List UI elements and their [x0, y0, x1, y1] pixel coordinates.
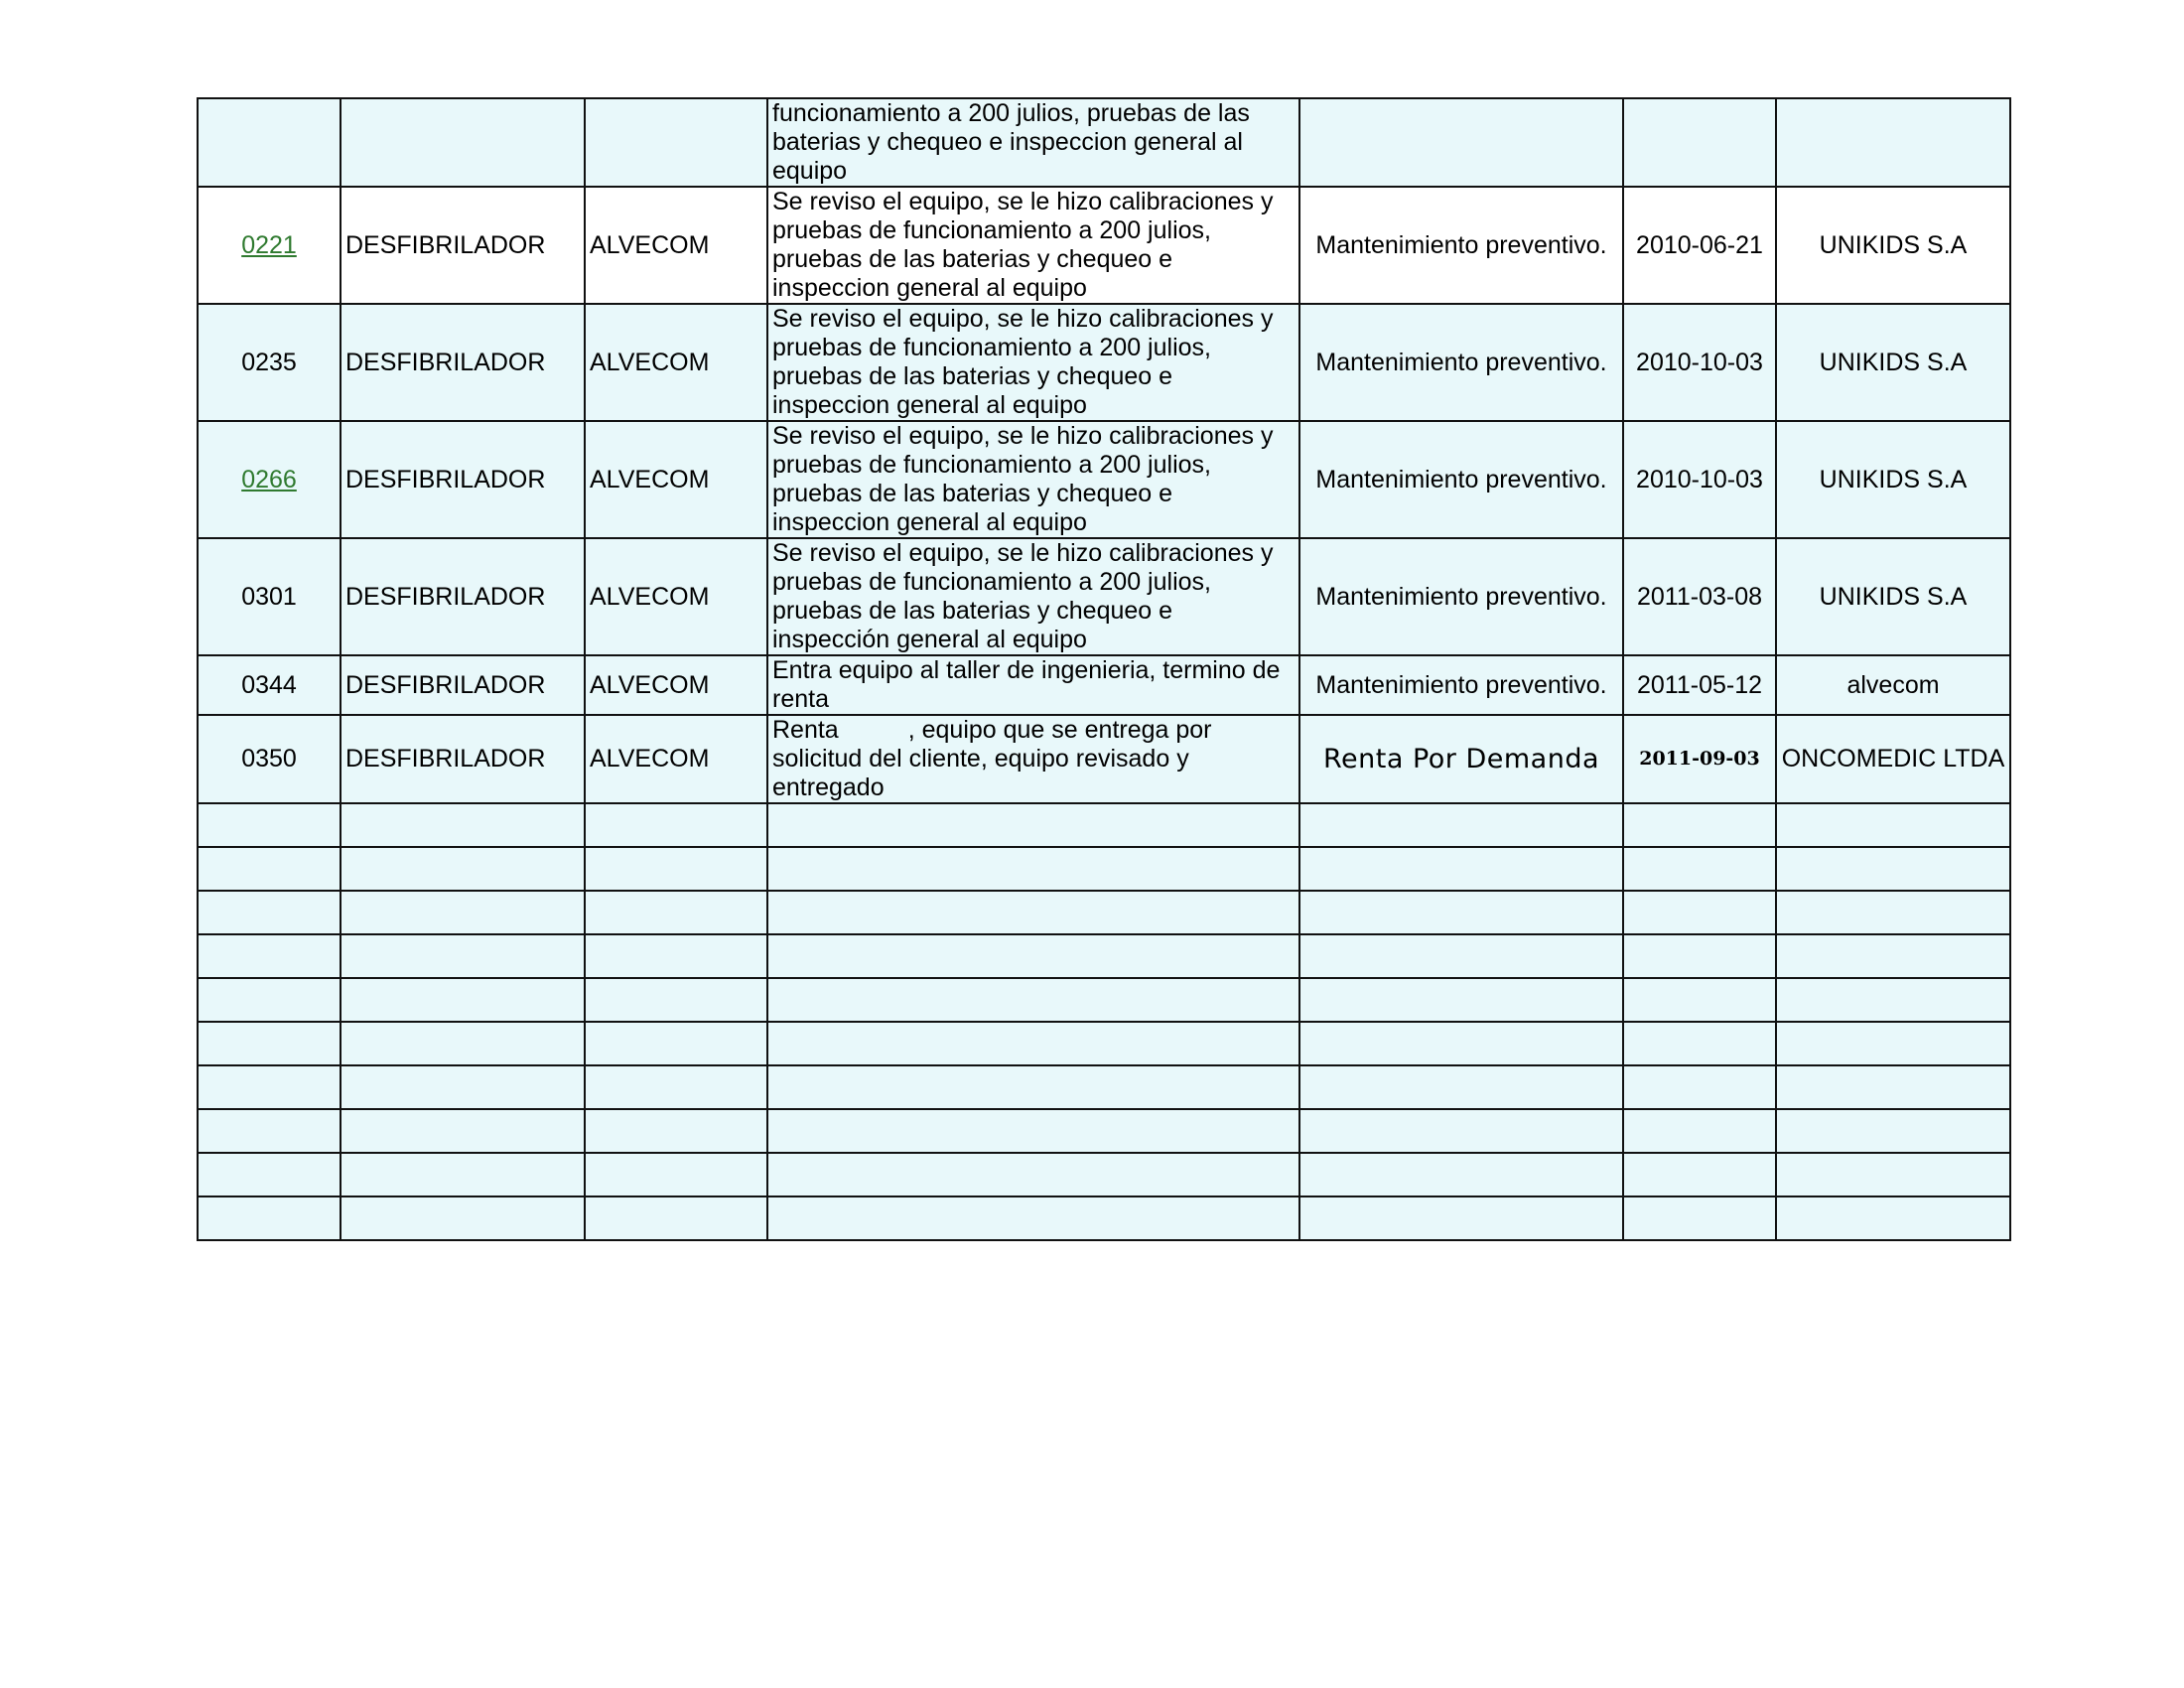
description-cell: Se reviso el equipo, se le hizo calibraciones y pruebas de funcionamiento a 200 julios, pruebas de las baterias y chequeo e inspección general al equipo — [767, 538, 1299, 655]
empty-cell — [1776, 1065, 2010, 1109]
description-cell: Se reviso el equipo, se le hizo calibraciones y pruebas de funcionamiento a 200 julios, pruebas de las baterias y chequeo e inspeccion general al equipo — [767, 187, 1299, 304]
brand-cell: ALVECOM — [585, 304, 767, 421]
empty-cell — [1623, 803, 1776, 847]
equipment-cell: DESFIBRILADOR — [341, 421, 585, 538]
table-row — [198, 538, 2010, 655]
empty-row — [198, 1065, 2010, 1109]
empty-row — [198, 1109, 2010, 1153]
date-cell: 2010-10-03 — [1623, 421, 1776, 538]
equipment-cell: DESFIBRILADOR — [341, 655, 585, 715]
empty-cell — [767, 803, 1299, 847]
empty-cell — [1623, 1065, 1776, 1109]
service-type-cell: Mantenimiento preventivo. — [1299, 187, 1623, 304]
table-row — [198, 98, 2010, 187]
empty-cell — [198, 978, 341, 1022]
empty-cell — [198, 1065, 341, 1109]
empty-cell — [1776, 847, 2010, 891]
empty-cell — [585, 1153, 767, 1196]
service-type-cell: Renta Por Demanda — [1299, 715, 1623, 803]
empty-cell — [1776, 1153, 2010, 1196]
client-cell: UNIKIDS S.A — [1776, 304, 2010, 421]
record-id-cell: 0235 — [198, 304, 341, 421]
empty-row — [198, 803, 2010, 847]
empty-cell — [767, 891, 1299, 934]
empty-cell — [198, 847, 341, 891]
date-cell: 2010-10-03 — [1623, 304, 1776, 421]
description-cell: funcionamiento a 200 julios, pruebas de las baterias y chequeo e inspeccion general al equipo — [767, 98, 1299, 187]
empty-cell — [1776, 891, 2010, 934]
empty-cell — [1299, 803, 1623, 847]
equipment-cell: DESFIBRILADOR — [341, 304, 585, 421]
empty-cell — [767, 1196, 1299, 1240]
empty-cell — [767, 1153, 1299, 1196]
empty-row — [198, 934, 2010, 978]
empty-cell — [1623, 1022, 1776, 1065]
description-cell: Entra equipo al taller de ingenieria, termino de renta — [767, 655, 1299, 715]
empty-cell — [1623, 978, 1776, 1022]
empty-cell — [1299, 1153, 1623, 1196]
empty-cell — [585, 847, 767, 891]
empty-cell — [1299, 1065, 1623, 1109]
empty-row — [198, 1153, 2010, 1196]
empty-cell — [767, 978, 1299, 1022]
empty-cell — [1776, 803, 2010, 847]
record-id-cell — [198, 187, 341, 304]
service-type-cell: Mantenimiento preventivo. — [1299, 655, 1623, 715]
empty-cell — [1623, 1109, 1776, 1153]
empty-cell — [198, 1109, 341, 1153]
equipment-cell: DESFIBRILADOR — [341, 538, 585, 655]
description-cell: Se reviso el equipo, se le hizo calibraciones y pruebas de funcionamiento a 200 julios, pruebas de las baterias y chequeo e inspeccion general al equipo — [767, 304, 1299, 421]
empty-cell — [585, 1022, 767, 1065]
empty-row — [198, 847, 2010, 891]
empty-cell — [341, 1196, 585, 1240]
date-cell — [1623, 98, 1776, 187]
client-cell — [1776, 98, 2010, 187]
client-cell: alvecom — [1776, 655, 2010, 715]
empty-cell — [198, 1196, 341, 1240]
empty-cell — [198, 803, 341, 847]
record-id-cell: 0350 — [198, 715, 341, 803]
empty-cell — [1623, 847, 1776, 891]
empty-cell — [767, 847, 1299, 891]
empty-cell — [1623, 1153, 1776, 1196]
empty-cell — [1299, 978, 1623, 1022]
empty-cell — [1623, 891, 1776, 934]
empty-cell — [1299, 847, 1623, 891]
record-id-cell: 0344 — [198, 655, 341, 715]
record-id-link[interactable]: 0266 — [241, 465, 297, 493]
empty-cell — [1623, 934, 1776, 978]
empty-cell — [341, 1109, 585, 1153]
description-text-end: , equipo que se entrega por solicitud del cliente, equipo revisado y entregado — [772, 716, 1212, 801]
empty-row — [198, 891, 2010, 934]
empty-cell — [767, 1022, 1299, 1065]
brand-cell: ALVECOM — [585, 187, 767, 304]
empty-cell — [585, 1065, 767, 1109]
record-id-cell — [198, 421, 341, 538]
table-row — [198, 655, 2010, 715]
empty-row — [198, 1022, 2010, 1065]
brand-cell: ALVECOM — [585, 421, 767, 538]
empty-cell — [341, 847, 585, 891]
client-cell: UNIKIDS S.A — [1776, 187, 2010, 304]
empty-cell — [198, 891, 341, 934]
brand-cell: ALVECOM — [585, 538, 767, 655]
empty-cell — [767, 934, 1299, 978]
empty-cell — [341, 803, 585, 847]
brand-cell: ALVECOM — [585, 715, 767, 803]
empty-cell — [341, 934, 585, 978]
empty-cell — [1299, 891, 1623, 934]
empty-cell — [1776, 1196, 2010, 1240]
empty-cell — [198, 934, 341, 978]
empty-cell — [341, 1022, 585, 1065]
brand-cell — [585, 98, 767, 187]
description-text-start: Renta — [772, 716, 839, 744]
date-cell: 2011-09-03 — [1623, 715, 1776, 803]
empty-cell — [198, 1153, 341, 1196]
empty-row — [198, 978, 2010, 1022]
brand-cell: ALVECOM — [585, 655, 767, 715]
record-id-cell: 0301 — [198, 538, 341, 655]
empty-cell — [341, 978, 585, 1022]
empty-cell — [585, 1109, 767, 1153]
service-type-cell: Mantenimiento preventivo. — [1299, 304, 1623, 421]
empty-cell — [198, 1022, 341, 1065]
empty-cell — [341, 1065, 585, 1109]
empty-cell — [1299, 1022, 1623, 1065]
equipment-cell: DESFIBRILADOR — [341, 715, 585, 803]
empty-cell — [585, 803, 767, 847]
client-cell: UNIKIDS S.A — [1776, 421, 2010, 538]
client-cell: UNIKIDS S.A — [1776, 538, 2010, 655]
empty-cell — [1299, 1109, 1623, 1153]
empty-cell — [1299, 1196, 1623, 1240]
empty-cell — [767, 1065, 1299, 1109]
empty-cell — [585, 1196, 767, 1240]
client-cell: ONCOMEDIC LTDA — [1776, 715, 2010, 803]
record-id-link[interactable]: 0221 — [241, 230, 297, 259]
table-row — [198, 715, 2010, 803]
empty-cell — [1299, 934, 1623, 978]
date-cell: 2010-06-21 — [1623, 187, 1776, 304]
empty-cell — [341, 891, 585, 934]
records-sheet — [197, 97, 2009, 1241]
empty-cell — [585, 978, 767, 1022]
equipment-cell: DESFIBRILADOR — [341, 187, 585, 304]
date-cell: 2011-05-12 — [1623, 655, 1776, 715]
service-type-cell — [1299, 98, 1623, 187]
empty-cell — [585, 934, 767, 978]
description-cell — [767, 715, 1299, 803]
table-row — [198, 421, 2010, 538]
empty-cell — [1623, 1196, 1776, 1240]
service-type-cell: Mantenimiento preventivo. — [1299, 538, 1623, 655]
empty-cell — [341, 1153, 585, 1196]
empty-cell — [1776, 1022, 2010, 1065]
table-row — [198, 304, 2010, 421]
empty-row — [198, 1196, 2010, 1240]
empty-cell — [767, 1109, 1299, 1153]
record-id-cell — [198, 98, 341, 187]
date-cell: 2011-03-08 — [1623, 538, 1776, 655]
description-cell: Se reviso el equipo, se le hizo calibraciones y pruebas de funcionamiento a 200 julios, pruebas de las baterias y chequeo e inspeccion general al equipo — [767, 421, 1299, 538]
empty-cell — [1776, 1109, 2010, 1153]
maintenance-table — [197, 97, 2011, 1241]
empty-cell — [1776, 978, 2010, 1022]
table-row — [198, 187, 2010, 304]
equipment-cell — [341, 98, 585, 187]
empty-cell — [585, 891, 767, 934]
service-type-cell: Mantenimiento preventivo. — [1299, 421, 1623, 538]
empty-cell — [1776, 934, 2010, 978]
